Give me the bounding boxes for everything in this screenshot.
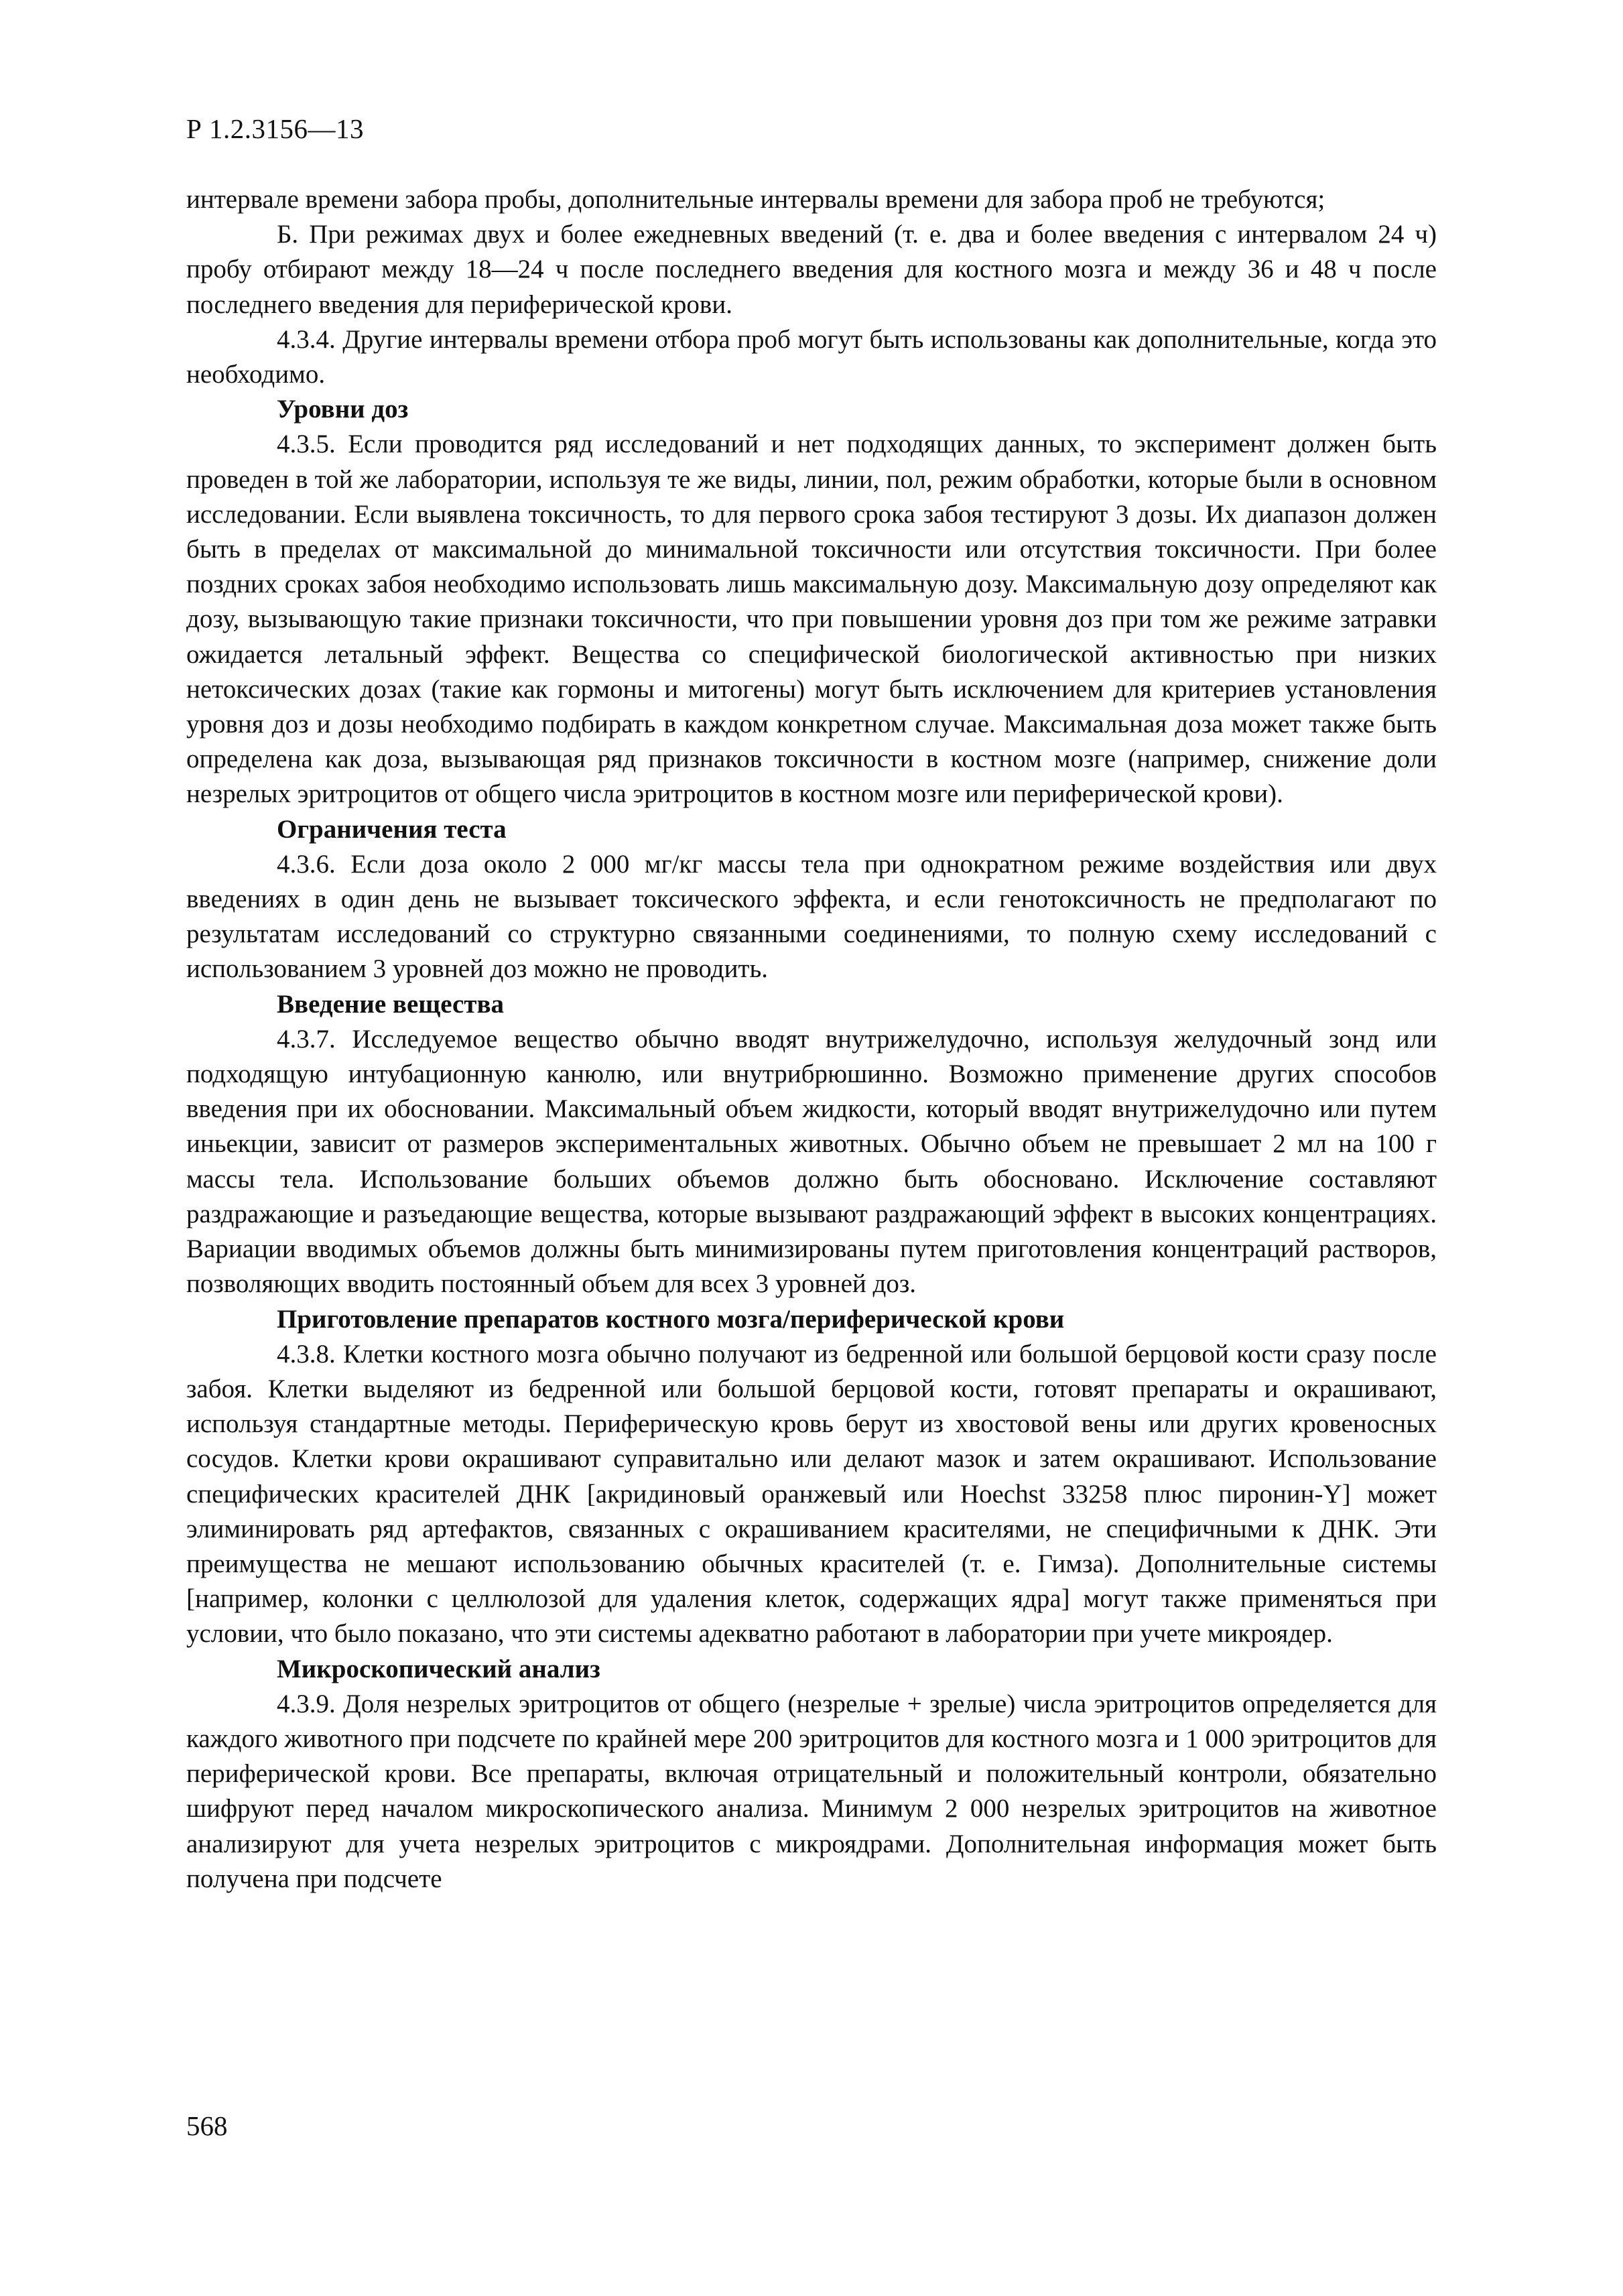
page-number: 568 xyxy=(186,2110,228,2141)
paragraph-4-3-5: 4.3.5. Если проводится ряд исследований и нет подходящих данных, то эксперимент должен быть проведен в той же лаборатории, используя те же виды, линии, пол, режим обработки, которые были в основном исследовании. Если выявлена токсичность, то для первого срока забоя тестируют 3 дозы. Их диапазон должен быть в пределах от максимальной до минимальной токсичности или отсутствия токсичности. При более поздних сроках забоя необходимо использовать лишь максимальную дозу. Максимальную дозу определяют как дозу, вызывающую такие признаки токсичности, что при повышении уровня доз при том же режиме затравки ожидается летальный эффект. Вещества со специфической биологической активностью при низких нетоксических дозах (такие как гормоны и митогены) могут быть исключением для критериев установления уровня доз и дозы необходимо подбирать в каждом конкретном случае. Максимальная доза может также быть определена как доза, вызывающая ряд признаков токсичности в костном мозге (например, снижение доли незрелых эритроцитов от общего числа эритроцитов в костном мозге или периферической крови). xyxy=(186,430,1437,809)
paragraph-4-3-4: 4.3.4. Другие интервалы времени отбора проб могут быть использованы как дополнительные, когда это необходимо. xyxy=(186,324,1437,389)
paragraph-intro-continuation: интервале времени забора пробы, дополнительные интервалы времени для забора проб не требуются; xyxy=(186,185,1325,214)
section-heading-substance-administration: Введение вещества xyxy=(277,989,505,1019)
paragraph-4-3-8: 4.3.8. Клетки костного мозга обычно получают из бедренной или большой берцовой кости сразу после забоя. Клетки выделяют из бедренной или большой берцовой кости, готовят препараты и окрашивают, используя стандартные методы. Периферическую кровь берут из хвостовой вены или других кровеносных сосудов. Клетки крови окрашивают суправитально или делают мазок и затем окрашивают. Использование специфических красителей ДНК [акридиновый оранжевый или Hoechst 33258 плюс пиронин-Y] может элиминировать ряд артефактов, связанных с окрашиванием красителями, не специфичными к ДНК. Эти преимущества не мешают использованию обычных красителей (т. е. Гимза). Дополнительные системы [например, колонки с целлюлозой для удаления клеток, содержащих ядра] могут также применяться при условии, что было показано, что эти системы адекватно работают в лаборатории при учете микроядер. xyxy=(186,1339,1437,1649)
document-code-header: Р 1.2.3156—13 xyxy=(186,113,365,144)
paragraph-4-3-9: 4.3.9. Доля незрелых эритроцитов от общего (незрелые + зрелые) числа эритроцитов определяется для каждого животного при подсчете по крайней мере 200 эритроцитов для костного мозга и 1 000 эритроцитов для периферической крови. Все препараты, включая отрицательный и положительный контроли, обязательно шифруют перед началом микроскопического анализа. Минимум 2 000 незрелых эритроцитов на животное анализируют для учета незрелых эритроцитов с микроядрами. Дополнительная информация может быть получена при подсчете xyxy=(186,1689,1437,1893)
paragraph-4-3-7: 4.3.7. Исследуемое вещество обычно вводят внутрижелудочно, используя желудочный зонд или подходящую интубационную канюлю, или внутрибрюшинно. Возможно применение других способов введения при их обосновании. Максимальный объем жидкости, который вводят внутрижелудочно или путем иньекции, зависит от размеров экспериментальных животных. Обычно объем не превышает 2 мл на 100 г массы тела. Использование больших объемов должно быть обосновано. Исключение составляют раздражающие и разъедающие вещества, которые вызывают раздражающий эффект в высоких концентрациях. Вариации вводимых объемов должны быть минимизированы путем приготовления концентраций растворов, позволяющих вводить постоянный объем для всех 3 уровней доз. xyxy=(186,1024,1437,1299)
section-heading-microscopic-analysis: Микроскопический анализ xyxy=(277,1654,600,1683)
section-heading-dose-levels: Уровни доз xyxy=(277,395,409,424)
paragraph-4-3-6: 4.3.6. Если доза около 2 000 мг/кг массы тела при однократном режиме воздействия или двух введениях в один день не вызывает токсического эффекта, и если генотоксичность не предполагают по результатам исследований со структурно связанными соединениями, то полную схему исследований с использованием 3 уровней доз можно не проводить. xyxy=(186,849,1437,984)
section-heading-preparation: Приготовление препаратов костного мозга/периферической крови xyxy=(277,1304,1065,1334)
section-heading-test-limits: Ограничения теста xyxy=(277,814,507,844)
paragraph-item-b: Б. При режимах двух и более ежедневных введений (т. е. два и более введения с интервалом 24 ч) пробу отбирают между 18—24 ч после последнего введения для костного мозга и между 36 и 48 ч после последнего введения для периферической крови. xyxy=(186,220,1437,319)
document-body xyxy=(186,182,1437,1897)
